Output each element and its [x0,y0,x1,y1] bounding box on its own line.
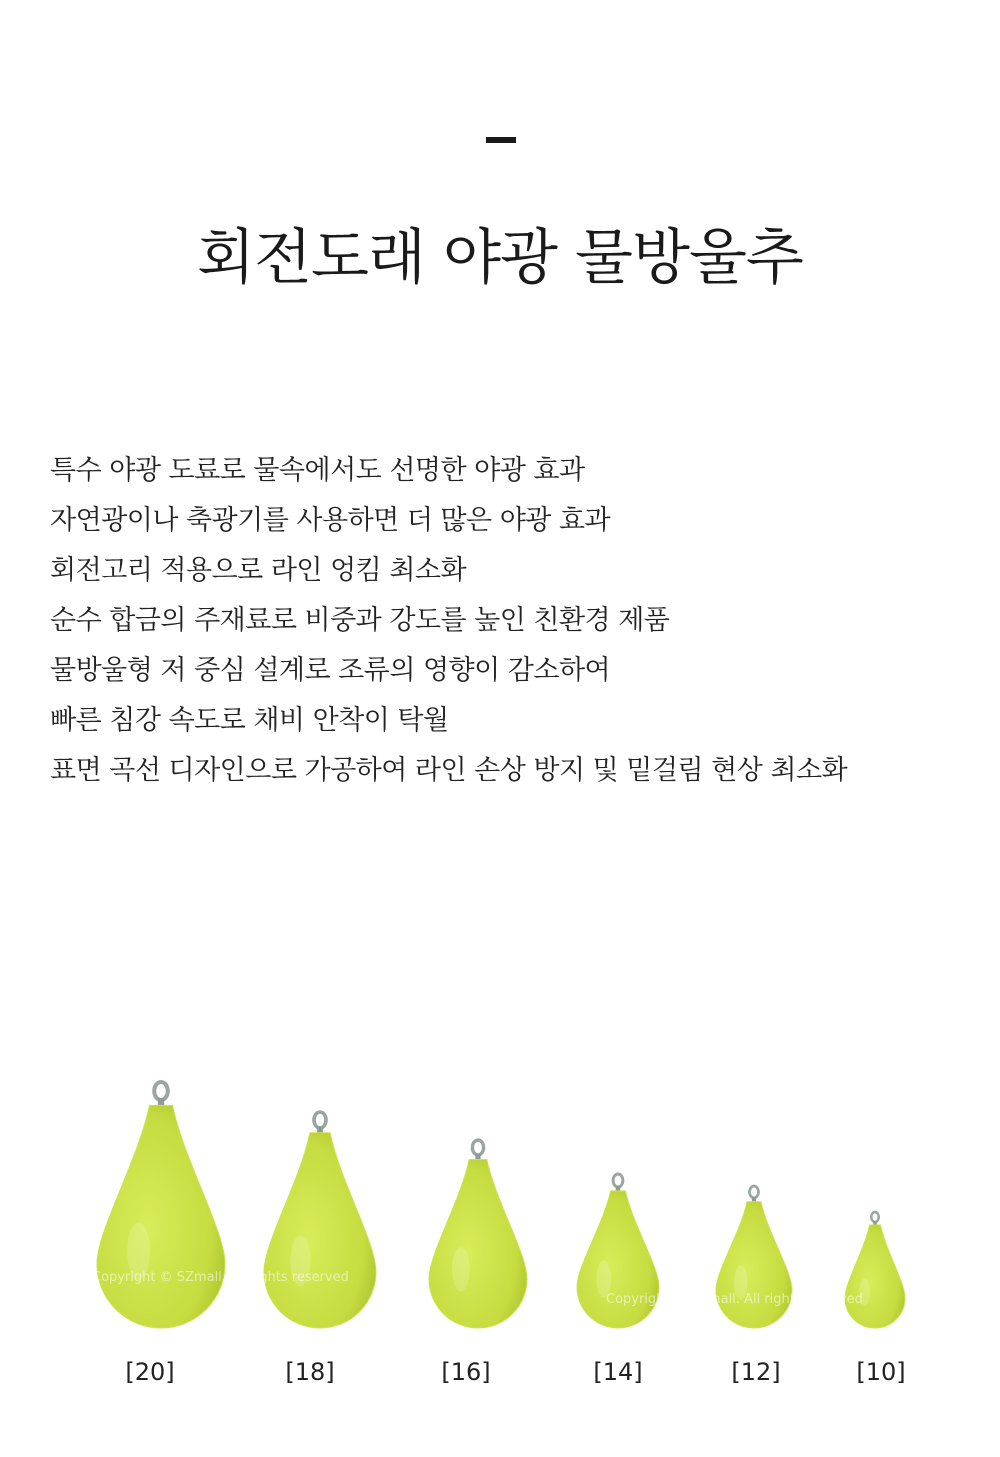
sinker-1 [264,1112,376,1328]
sinker-body [429,1160,527,1329]
size-label-18: [18] [285,1358,335,1386]
sinker-body [716,1202,792,1328]
size-label-14: [14] [593,1358,643,1386]
sinker-body [264,1133,376,1328]
page-title: 회전도래 야광 물방울추 [197,223,803,293]
sinker-body [97,1105,225,1328]
sinker-0 [97,1082,225,1328]
size-label-20: [20] [125,1358,175,1386]
swivel-ring [314,1112,326,1128]
sinker-highlight [452,1247,470,1291]
swivel-ring [613,1174,623,1187]
title-dash [486,137,516,143]
watermark-text: Copyright © SZmall. All rights reserved [92,1270,349,1285]
size-label-16: [16] [441,1358,491,1386]
sinker-2 [429,1140,527,1328]
feature-item: 자연광이나 축광기를 사용하면 더 많은 야광 효과 [50,505,611,536]
swivel-ring [472,1140,483,1155]
swivel-ring [871,1212,879,1222]
sinker-illustration [0,1060,1000,1360]
feature-item: 회전고리 적용으로 라인 엉킴 최소화 [50,555,467,586]
feature-item: 표면 곡선 디자인으로 가공하여 라인 손상 방지 및 밑걸림 현상 최소화 [50,755,848,786]
swivel-ring [154,1082,168,1100]
swivel-ring [750,1186,759,1198]
feature-item: 순수 합금의 주재료로 비중과 강도를 높인 친환경 제품 [50,605,670,636]
sinker-product-image [0,1060,1000,1360]
feature-item: 특수 야광 도료로 물속에서도 선명한 야광 효과 [50,455,585,486]
feature-item: 빠른 침강 속도로 채비 안착이 탁월 [50,705,449,736]
sinker-body [845,1225,905,1328]
sinker-body [577,1191,659,1328]
size-label-10: [10] [856,1358,906,1386]
size-label-12: [12] [731,1358,781,1386]
feature-list [50,446,847,796]
sinker-5 [845,1212,905,1328]
watermark-text: Copyright © SZmall. All rights reserved [606,1292,863,1307]
feature-item: 물방울형 저 중심 설계로 조류의 영향이 감소하여 [50,655,611,686]
